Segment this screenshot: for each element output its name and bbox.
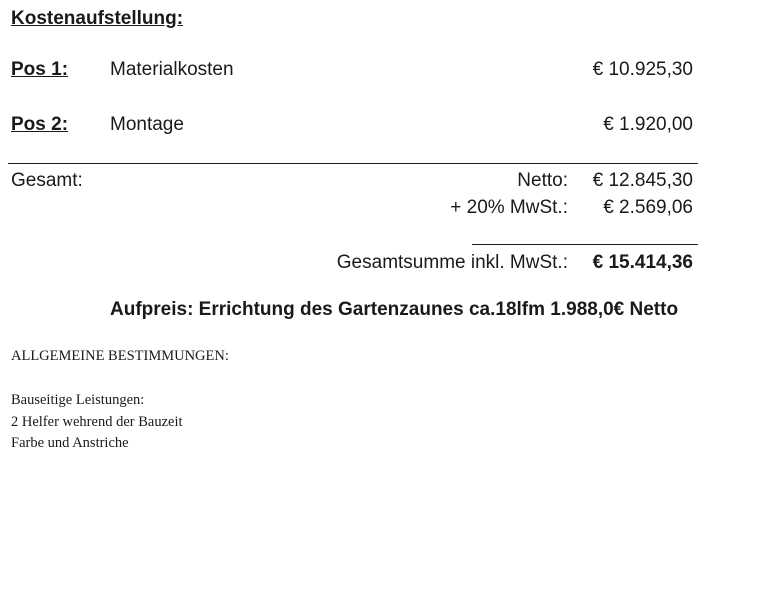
net-amount: € 12.845,30	[592, 170, 693, 191]
position-1-amount: € 10.925,30	[592, 59, 693, 80]
page-title: Kostenaufstellung:	[11, 8, 184, 29]
position-1-label: Pos 1:	[11, 59, 69, 80]
client-service-item-2: Farbe und Anstriche	[11, 435, 129, 451]
grand-total-label: Gesamtsumme inkl. MwSt.:	[336, 252, 568, 273]
separator-line	[8, 163, 698, 164]
position-2-label: Pos 2:	[11, 114, 69, 135]
client-services-heading: Bauseitige Leistungen:	[11, 392, 145, 408]
net-label: Netto:	[517, 170, 568, 191]
grand-total-amount: € 15.414,36	[592, 252, 693, 273]
general-terms-heading: ALLGEMEINE BESTIMMUNGEN:	[11, 348, 229, 364]
vat-label: + 20% MwSt.:	[450, 197, 568, 218]
grand-total-rule	[472, 244, 698, 245]
position-1-description: Materialkosten	[110, 59, 234, 80]
vat-amount: € 2.569,06	[603, 197, 693, 218]
position-2-description: Montage	[110, 114, 184, 135]
surcharge-note: Aufpreis: Errichtung des Gartenzaunes ca.18lfm 1.988,0€ Netto	[110, 299, 679, 320]
client-service-item-1: 2 Helfer wehrend der Bauzeit	[11, 414, 183, 430]
position-2-amount: € 1.920,00	[603, 114, 693, 135]
total-label: Gesamt:	[11, 170, 83, 191]
